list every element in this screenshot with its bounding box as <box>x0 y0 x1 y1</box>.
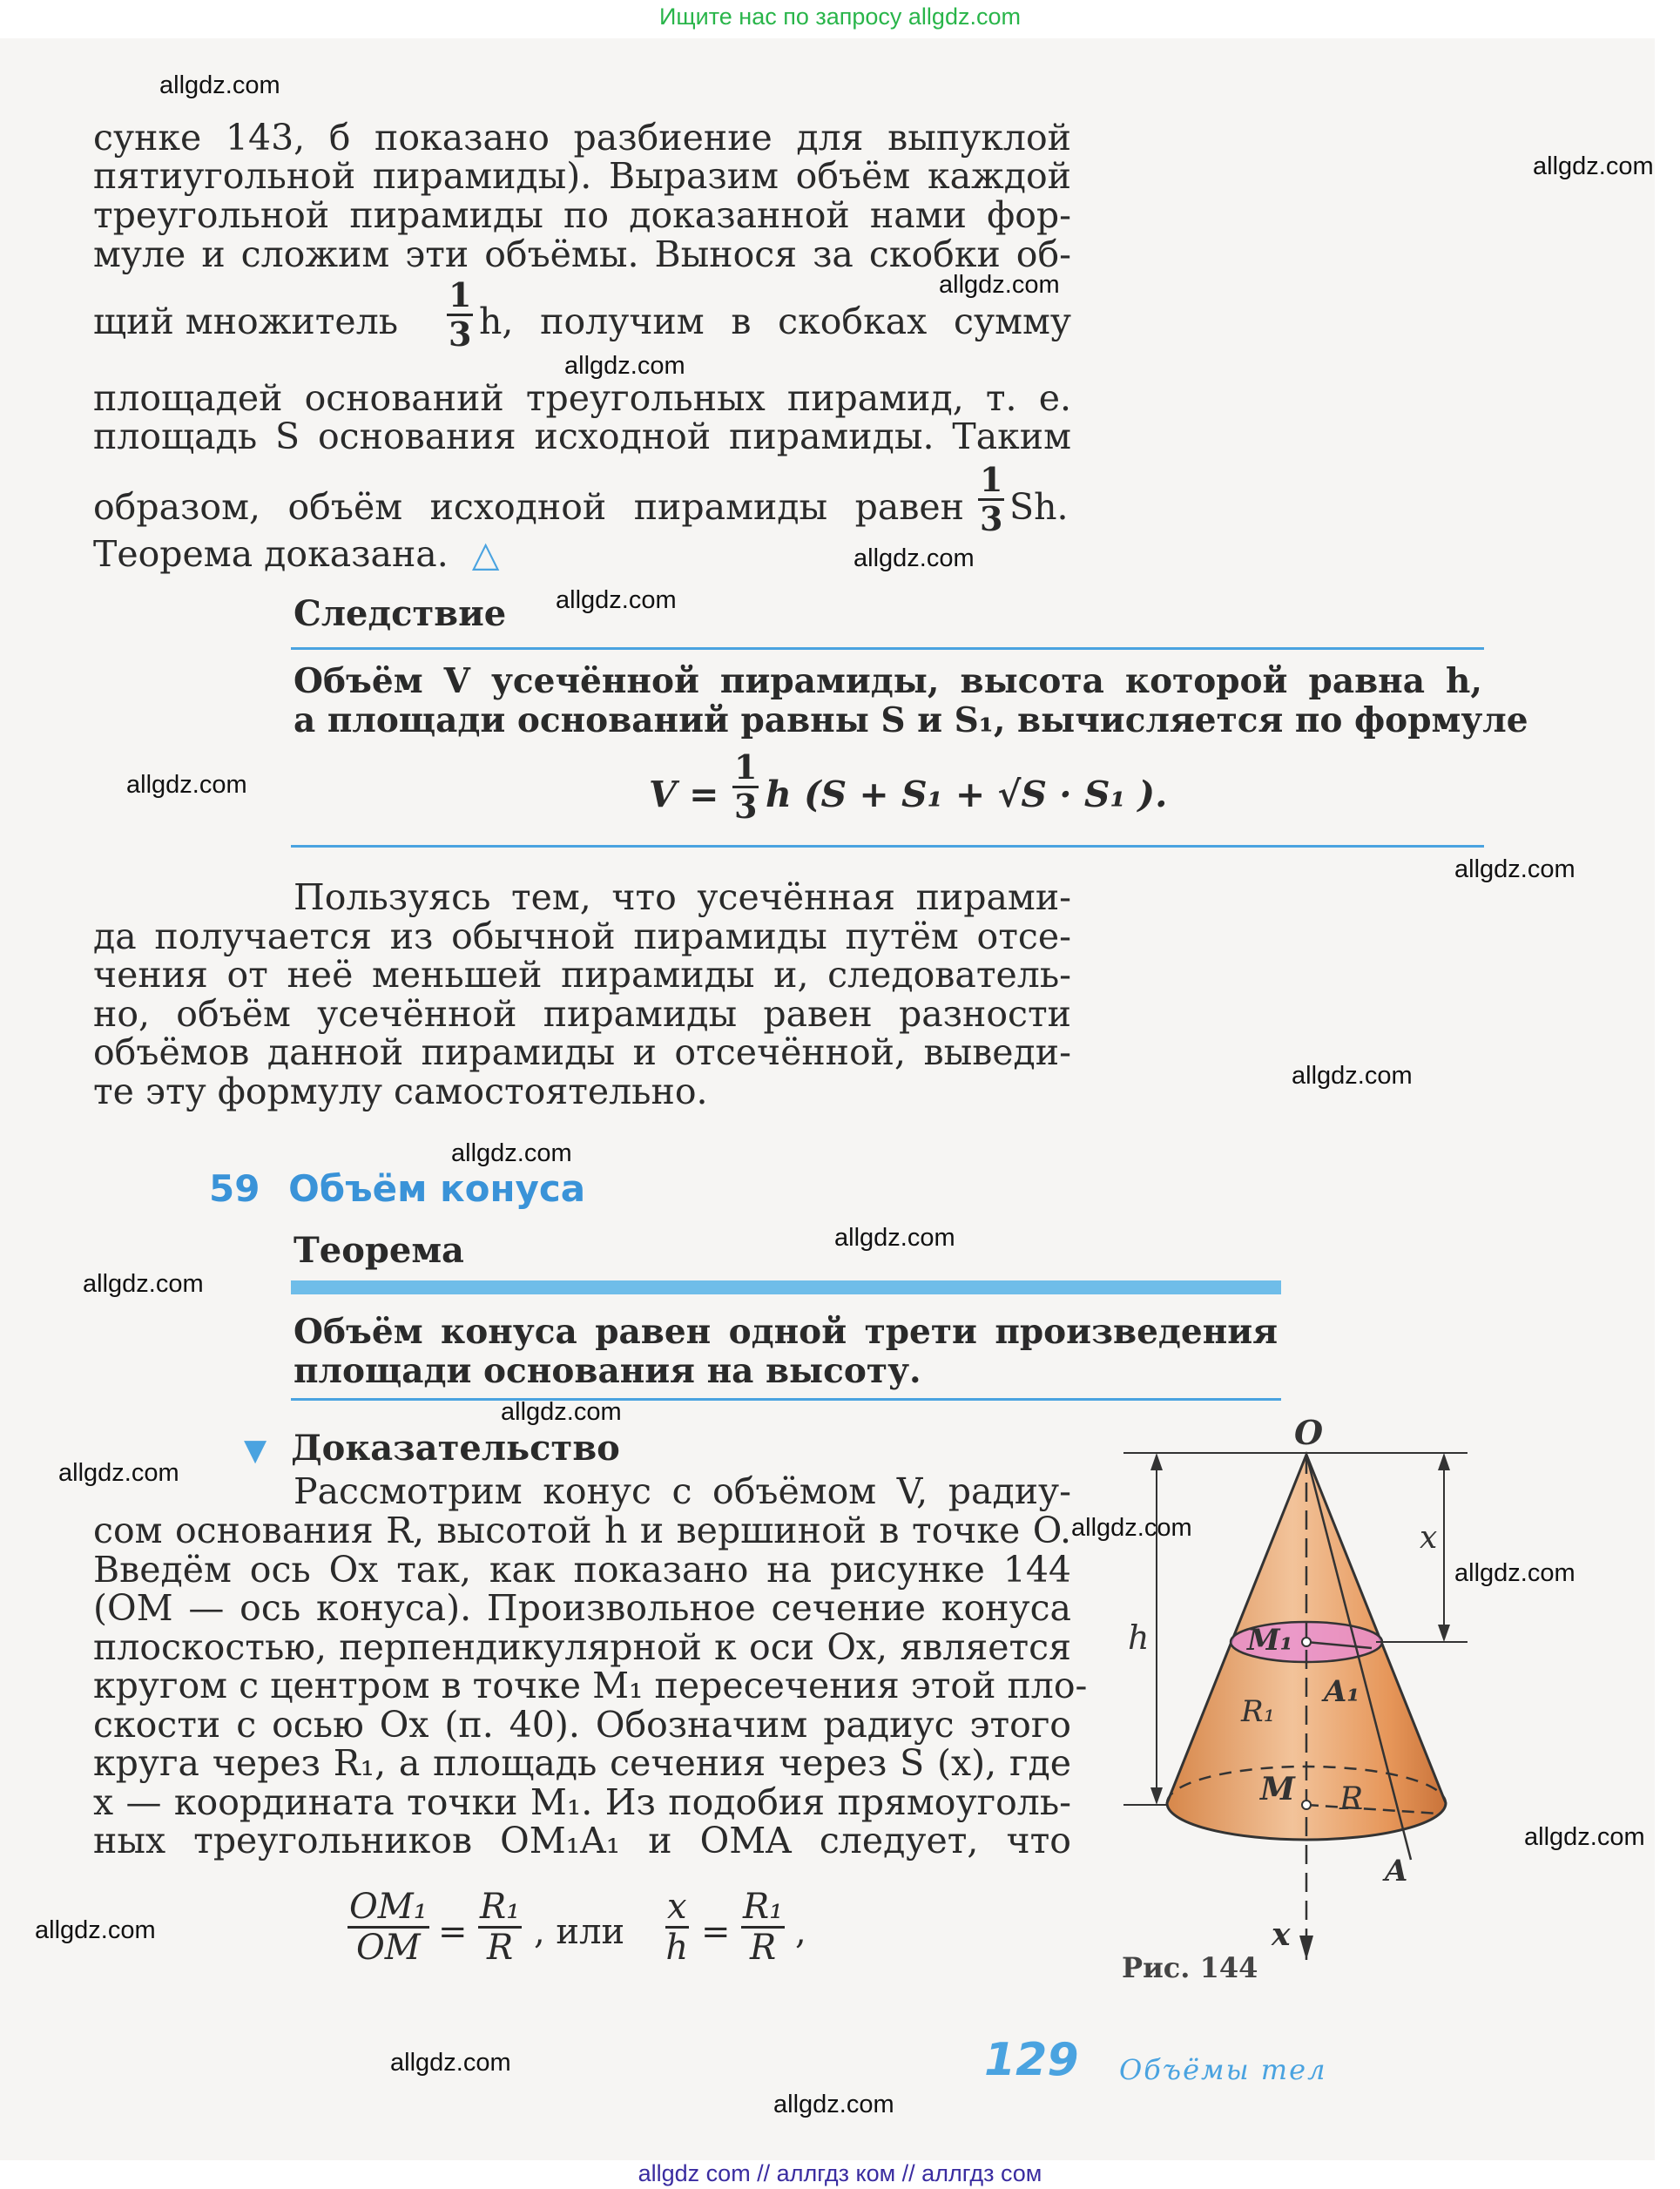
text-line <box>93 535 499 574</box>
theorem-band <box>291 1280 1281 1294</box>
fraction-denominator: 3 <box>449 314 472 354</box>
fraction-numerator: 1 <box>980 460 1003 499</box>
watermark: allgdz.com <box>126 771 247 799</box>
formula-part: V = <box>649 774 719 815</box>
text-line: сунке 143, б показано разбиение для выпуклой <box>93 117 1071 159</box>
text-line: да получается из обычной пирамиды путём отсе- <box>93 915 1071 957</box>
text-segment: h, получим в скобках сумму <box>479 301 1071 342</box>
watermark: allgdz.com <box>1454 855 1575 883</box>
text-line: скости с осью Ox (п. 40). Обозначим радиус этого <box>93 1704 1071 1746</box>
theorem-line: площади основания на высоту. <box>293 1351 921 1391</box>
fraction-denominator: 3 <box>734 787 758 826</box>
watermark: allgdz.com <box>556 586 677 614</box>
text-line: плоскостью, перпендикулярной к оси Ox, является <box>93 1626 1071 1668</box>
formula-end: , <box>795 1912 806 1952</box>
watermark: allgdz.com <box>834 1224 955 1252</box>
section-number: 59 <box>209 1167 260 1210</box>
fraction <box>660 1887 694 1968</box>
theorem-bottom-rule <box>291 1398 1281 1401</box>
running-title: Объёмы тел <box>1119 2053 1327 2086</box>
label-R: R <box>1339 1781 1364 1817</box>
text-line: площадь S основания исходной пирамиды. Таким <box>93 416 1071 457</box>
watermark: allgdz.com <box>773 2091 894 2118</box>
text-line: Введём ось Ox так, как показано на рисунке 144 <box>93 1549 1071 1591</box>
label-A: A <box>1385 1854 1408 1888</box>
text-line: объёмов данной пирамиды и отсечённой, выведи- <box>93 1031 1071 1073</box>
watermark: allgdz.com <box>58 1459 179 1487</box>
axis-arrow-icon <box>1299 1936 1313 1960</box>
fraction-denominator: R <box>487 1928 514 1968</box>
text-line: муле и сложим эти объёмы. Вынося за скобки об- <box>93 233 1071 275</box>
dimension-arrow-icon <box>1438 1625 1450 1642</box>
watermark: allgdz.com <box>853 544 975 572</box>
text-line: чения от неё меньшей пирамиды и, следователь- <box>93 954 1071 996</box>
dimension-arrow-icon <box>1150 1453 1163 1470</box>
point-M1 <box>1302 1638 1311 1646</box>
footer-links[interactable]: allgdz com // аллгдз ком // аллгдз сом <box>638 2160 1042 2186</box>
watermark: allgdz.com <box>1454 1559 1575 1587</box>
label-x-bottom: x <box>1272 1916 1291 1953</box>
text-line: пятиугольной пирамиды). Выразим объём каждой <box>93 155 1071 197</box>
watermark: allgdz.com <box>35 1916 156 1944</box>
formula-part: h (S + S₁ + √S · S₁ ). <box>766 774 1168 815</box>
text-line: но, объём усечённой пирамиды равен разности <box>93 993 1071 1035</box>
formula-connector: , или <box>534 1912 625 1952</box>
page-number: 129 <box>984 2034 1079 2086</box>
figure-caption: Рис. 144 <box>1122 1951 1258 1984</box>
dimension-arrow-icon <box>1150 1787 1163 1805</box>
proof-heading <box>244 1429 620 1470</box>
fraction <box>342 1887 435 1968</box>
proof-triangle-icon: ▼ <box>244 1433 267 1468</box>
corollary-bottom-rule <box>291 845 1484 848</box>
watermark: allgdz.com <box>564 352 685 380</box>
fraction-numerator: x <box>667 1887 687 1927</box>
proportion-formula <box>342 1886 865 1982</box>
text-line: кругом с центром в точке M₁ пересечения этой пло- <box>93 1665 1088 1706</box>
top-banner[interactable]: Ищите нас по запросу allgdz.com <box>659 3 1021 30</box>
label-x-top: x <box>1420 1520 1438 1556</box>
equals-sign: = <box>438 1912 468 1952</box>
text-line: ных треугольников OM₁A₁ и OMA следует, что <box>93 1820 1071 1861</box>
theorem-title: Теорема <box>293 1230 464 1271</box>
fraction-denominator: R <box>750 1928 777 1968</box>
fraction-numerator: 1 <box>449 275 472 314</box>
fraction <box>473 1887 527 1968</box>
fraction-numerator: 1 <box>734 747 758 787</box>
text-line: сом основания R, высотой h и вершиной в точке O. <box>93 1510 1071 1551</box>
fraction-numerator: OM₁ <box>349 1887 428 1927</box>
fraction-numerator: R₁ <box>743 1887 784 1927</box>
section-heading <box>209 1167 585 1211</box>
text-line: площадей оснований треугольных пирамид, т. е. <box>93 377 1071 419</box>
point-M <box>1302 1801 1311 1809</box>
equals-sign: = <box>701 1912 731 1952</box>
text-line: x — координата точки M₁. Из подобия прямоуголь- <box>93 1781 1071 1823</box>
text-line: Пользуясь тем, что усечённая пирами- <box>293 876 1071 918</box>
watermark: allgdz.com <box>159 71 280 99</box>
watermark: allgdz.com <box>939 271 1060 299</box>
label-O: O <box>1294 1413 1324 1452</box>
fraction-one-third <box>442 275 478 354</box>
watermark: allgdz.com <box>451 1139 572 1167</box>
fraction-denominator: 3 <box>980 499 1003 538</box>
watermark: allgdz.com <box>390 2049 511 2077</box>
watermark: allgdz.com <box>1533 152 1654 180</box>
text-segment: Теорема доказана. <box>93 533 449 575</box>
fraction-denominator: OM <box>356 1928 421 1968</box>
label-M: M <box>1260 1771 1295 1807</box>
watermark: allgdz.com <box>1524 1823 1645 1851</box>
corollary-line: Объём V усечённой пирамиды, высота которой равна h, <box>293 661 1482 701</box>
corollary-line: а площади оснований равны S и S₁, вычисляется по формуле <box>293 700 1528 740</box>
watermark: allgdz.com <box>1292 1062 1413 1090</box>
text-segment: образом, объём исходной пирамиды равен <box>93 486 964 528</box>
watermark: allgdz.com <box>83 1270 204 1298</box>
label-M1: M₁ <box>1247 1623 1293 1658</box>
proof-title: Доказательство <box>291 1428 620 1469</box>
label-A1: A₁ <box>1324 1674 1360 1709</box>
theorem-line: Объём конуса равен одной трети произведения <box>293 1312 1278 1352</box>
watermark: allgdz.com <box>1071 1514 1192 1542</box>
end-of-proof-triangle-icon: △ <box>471 533 500 575</box>
text-segment: Sh. <box>1009 486 1069 528</box>
text-segment: щий множитель <box>93 301 399 342</box>
watermark: allgdz.com <box>501 1398 622 1426</box>
fraction-one-third <box>973 460 1009 538</box>
label-h: h <box>1128 1618 1150 1657</box>
text-line: треугольной пирамиды по доказанной нами фор- <box>93 194 1071 236</box>
fraction-numerator: R₁ <box>480 1887 521 1927</box>
text-line: (OM — ось конуса). Произвольное сечение конуса <box>93 1587 1071 1629</box>
section-title: Объём конуса <box>288 1167 586 1210</box>
fraction <box>736 1887 790 1968</box>
corollary-formula <box>649 747 1258 834</box>
fraction-one-third <box>727 747 764 826</box>
corollary-top-rule <box>291 647 1484 650</box>
text-line: те эту формулу самостоятельно. <box>93 1071 708 1112</box>
label-R1: R₁ <box>1241 1694 1276 1729</box>
cone-figure <box>1115 1402 1481 1960</box>
corollary-title: Следствие <box>293 593 507 634</box>
text-line: круга через R₁, а площадь сечения через S (x), где <box>93 1742 1071 1784</box>
dimension-arrow-icon <box>1438 1453 1450 1470</box>
fraction-denominator: h <box>665 1928 689 1968</box>
text-line: Рассмотрим конус с объёмом V, радиу- <box>293 1470 1071 1512</box>
